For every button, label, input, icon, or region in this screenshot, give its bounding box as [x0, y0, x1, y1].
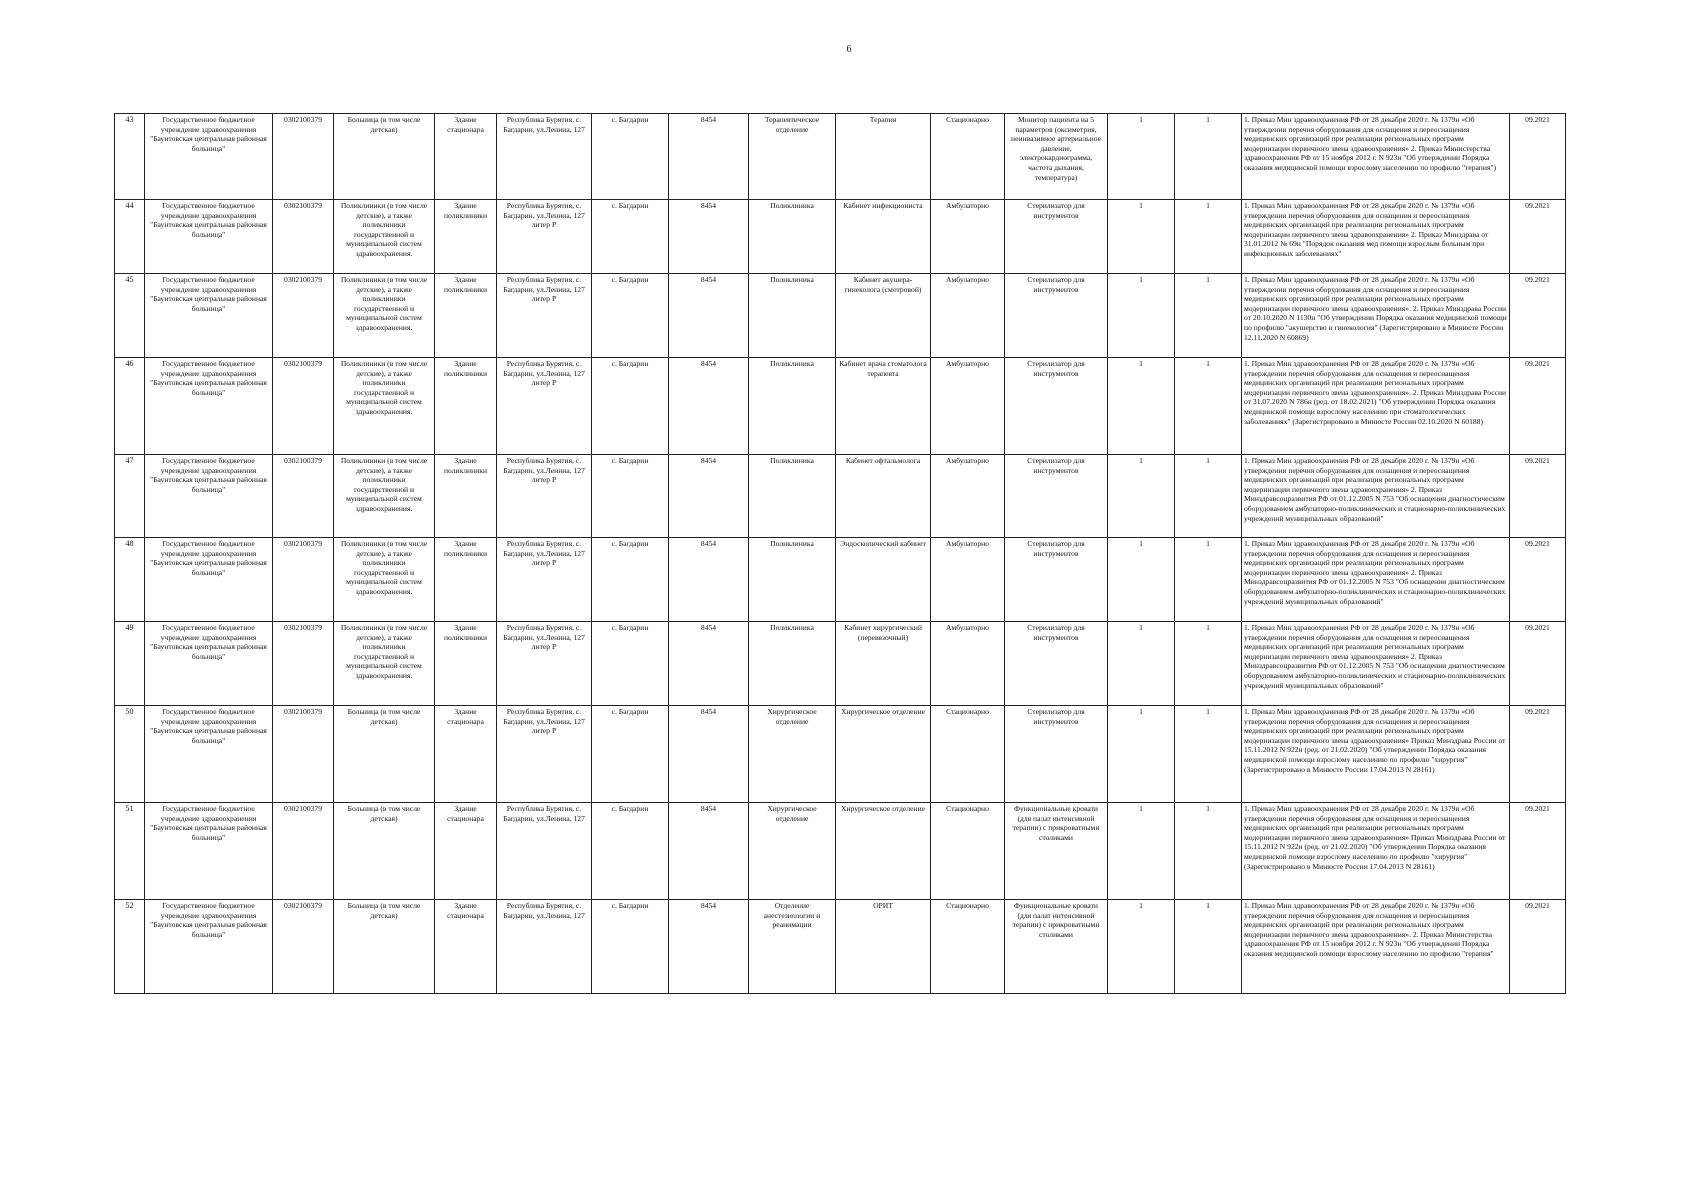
cell-equipment: Стерилизатор для инструментов	[1005, 622, 1108, 706]
cell-num: 46	[115, 358, 145, 455]
cell-date: 09.2021	[1510, 455, 1566, 538]
cell-qty2: 1	[1175, 622, 1242, 706]
table-row	[115, 358, 1566, 455]
cell-locality: с. Багдарин	[592, 900, 669, 994]
cell-index: 8454	[669, 455, 749, 538]
cell-equipment: Стерилизатор для инструментов	[1005, 538, 1108, 622]
cell-department: Отделение анестезиологии и реанимации	[749, 900, 836, 994]
cell-code: 0302100379	[273, 358, 334, 455]
cell-qty2: 1	[1175, 455, 1242, 538]
table-row	[115, 803, 1566, 900]
cell-unit: Терапия	[836, 114, 931, 200]
cell-locality: с. Багдарин	[592, 455, 669, 538]
cell-basis: 1. Приказ Мин здравоохранения РФ от 28 декабря 2020 г. № 1379н «Об утверждении перечня оборудования для оснащения и переоснащения медицинских организаций при реализации региональных программ модернизации первичного звена здравоохранения» 2. Приказ Минздрава от 31.01.2012 № 69н "Порядок оказания мед помощи взрослым больным при инфекционных заболеваниях"	[1242, 200, 1510, 274]
table-row	[115, 114, 1566, 200]
cell-locality: с. Багдарин	[592, 114, 669, 200]
cell-address: Республика Бурятия, с. Багдарин, ул.Ленина, 127 литер Р	[497, 274, 592, 358]
cell-address: Республика Бурятия, с. Багдарин, ул.Ленина, 127 литер Р	[497, 706, 592, 803]
cell-date: 09.2021	[1510, 200, 1566, 274]
cell-department: Поликлиника	[749, 538, 836, 622]
cell-type: Больница (в том числе детская)	[334, 803, 435, 900]
cell-code: 0302100379	[273, 114, 334, 200]
cell-address: Республика Бурятия, с. Багдарин, ул.Ленина, 127 литер Р	[497, 358, 592, 455]
cell-date: 09.2021	[1510, 803, 1566, 900]
cell-num: 43	[115, 114, 145, 200]
cell-building: Здание поликлиники	[435, 200, 497, 274]
cell-equipment: Стерилизатор для инструментов	[1005, 358, 1108, 455]
cell-unit: Эндоскопический кабинет	[836, 538, 931, 622]
cell-type: Поликлиники (в том числе детские), а также поликлиники государственной и муниципальной систем здравоохранения.	[334, 358, 435, 455]
cell-code: 0302100379	[273, 622, 334, 706]
cell-mode: Стационарно	[931, 803, 1005, 900]
cell-type: Поликлиники (в том числе детские), а также поликлиники государственной и муниципальной систем здравоохранения.	[334, 274, 435, 358]
cell-mode: Амбулаторно	[931, 622, 1005, 706]
cell-locality: с. Багдарин	[592, 274, 669, 358]
cell-department: Поликлиника	[749, 455, 836, 538]
table-row	[115, 900, 1566, 994]
cell-org: Государственное бюджетное учреждение здравоохранения "Баунтовская центральная районная больница"	[145, 274, 273, 358]
cell-org: Государственное бюджетное учреждение здравоохранения "Баунтовская центральная районная больница"	[145, 358, 273, 455]
cell-address: Республика Бурятия, с. Багдарин, ул.Ленина, 127	[497, 803, 592, 900]
cell-unit: Кабинет акушера-гинеколога (смотровой)	[836, 274, 931, 358]
cell-basis: 1. Приказ Мин здравоохранения РФ от 28 декабря 2020 г. № 1379н «Об утверждении перечня оборудования для оснащения и переоснащения медицинских организаций при реализации региональных программ модернизации первичного звена здравоохранения». 2. Приказ Минздрава России от 20.10.2020 N 1130н "Об утверждении Порядка оказания медицинской помощи по профилю "акушерство и гинекология" (Зарегистрировано в Минюсте России 12.11.2020 N 60869)	[1242, 274, 1510, 358]
cell-building: Здание стационара	[435, 114, 497, 200]
cell-date: 09.2021	[1510, 538, 1566, 622]
cell-qty1: 1	[1108, 274, 1175, 358]
cell-qty2: 1	[1175, 200, 1242, 274]
cell-unit: Хирургическое отделение	[836, 803, 931, 900]
cell-qty2: 1	[1175, 114, 1242, 200]
cell-code: 0302100379	[273, 706, 334, 803]
cell-mode: Амбулаторно	[931, 200, 1005, 274]
cell-org: Государственное бюджетное учреждение здравоохранения "Баунтовская центральная районная больница"	[145, 706, 273, 803]
cell-locality: с. Багдарин	[592, 358, 669, 455]
table-row	[115, 622, 1566, 706]
cell-locality: с. Багдарин	[592, 200, 669, 274]
cell-index: 8454	[669, 900, 749, 994]
cell-org: Государственное бюджетное учреждение здравоохранения "Баунтовская центральная районная больница"	[145, 455, 273, 538]
cell-type: Поликлиники (в том числе детские), а также поликлиники государственной и муниципальной систем здравоохранения.	[334, 622, 435, 706]
cell-unit: Кабинет офтальмолога	[836, 455, 931, 538]
cell-mode: Амбулаторно	[931, 274, 1005, 358]
cell-basis: 1. Приказ Мин здравоохранения РФ от 28 декабря 2020 г. № 1379н «Об утверждении перечня оборудования для оснащения и переоснащения медицинских организаций при реализации региональных программ модернизации первичного звена здравоохранения» Приказ Минздрава России от 15.11.2012 N 922н (ред. от 21.02.2020) "Об утверждении Порядка оказания медицинской помощи взрослому населению по профилю "хирургия" (Зарегистрировано в Минюсте России 17.04.2013 N 28161)	[1242, 706, 1510, 803]
cell-qty2: 1	[1175, 274, 1242, 358]
cell-index: 8454	[669, 538, 749, 622]
cell-building: Здание стационара	[435, 900, 497, 994]
cell-mode: Амбулаторно	[931, 358, 1005, 455]
cell-basis: 1. Приказ Мин здравоохранения РФ от 28 декабря 2020 г. № 1379н «Об утверждении перечня оборудования для оснащения и переоснащения медицинских организаций при реализации региональных программ модернизации первичного звена здравоохранения» Приказ Минздрава России от 15.11.2012 N 922н (ред. от 21.02.2020) "Об утверждении Порядка оказания медицинской помощи взрослому населению по профилю "хирургия" (Зарегистрировано в Минюсте России 17.04.2013 N 28161)	[1242, 803, 1510, 900]
cell-building: Здание стационара	[435, 706, 497, 803]
cell-mode: Амбулаторно	[931, 538, 1005, 622]
cell-type: Поликлиники (в том числе детские), а также поликлиники государственной и муниципальной систем здравоохранения.	[334, 200, 435, 274]
cell-date: 09.2021	[1510, 706, 1566, 803]
cell-qty1: 1	[1108, 114, 1175, 200]
cell-org: Государственное бюджетное учреждение здравоохранения "Баунтовская центральная районная больница"	[145, 900, 273, 994]
cell-basis: 1. Приказ Мин здравоохранения РФ от 28 декабря 2020 г. № 1379н «Об утверждении перечня оборудования для оснащения и переоснащения медицинских организаций при реализации региональных программ модернизации первичного звена здравоохранения» 2. Приказ Минздравсоцразвития РФ от 01.12.2005 N 753 "Об оснащении диагностическим оборудованием амбулаторно-поликлинических и стационарно-поликлинических учреждений муниципальных образований"	[1242, 622, 1510, 706]
cell-department: Поликлиника	[749, 358, 836, 455]
cell-index: 8454	[669, 803, 749, 900]
page-number: 6	[846, 44, 852, 55]
cell-org: Государственное бюджетное учреждение здравоохранения "Баунтовская центральная районная больница"	[145, 114, 273, 200]
cell-index: 8454	[669, 114, 749, 200]
cell-building: Здание поликлиники	[435, 455, 497, 538]
cell-org: Государственное бюджетное учреждение здравоохранения "Баунтовская центральная районная больница"	[145, 803, 273, 900]
cell-department: Поликлиника	[749, 622, 836, 706]
cell-org: Государственное бюджетное учреждение здравоохранения "Баунтовская центральная районная больница"	[145, 622, 273, 706]
cell-num: 52	[115, 900, 145, 994]
cell-code: 0302100379	[273, 803, 334, 900]
table-row	[115, 706, 1566, 803]
cell-equipment: Стерилизатор для инструментов	[1005, 455, 1108, 538]
cell-building: Здание поликлиники	[435, 622, 497, 706]
cell-unit: Кабинет инфекциониста	[836, 200, 931, 274]
cell-department: Поликлиника	[749, 200, 836, 274]
cell-type: Поликлиники (в том числе детские), а также поликлиники государственной и муниципальной систем здравоохранения.	[334, 538, 435, 622]
cell-date: 09.2021	[1510, 900, 1566, 994]
table-body	[115, 114, 1566, 994]
cell-date: 09.2021	[1510, 114, 1566, 200]
cell-equipment: Стерилизатор для инструментов	[1005, 200, 1108, 274]
table-row	[115, 455, 1566, 538]
cell-qty2: 1	[1175, 706, 1242, 803]
cell-index: 8454	[669, 274, 749, 358]
cell-index: 8454	[669, 200, 749, 274]
cell-qty1: 1	[1108, 455, 1175, 538]
cell-department: Терапевтическое отделение	[749, 114, 836, 200]
cell-equipment: Монитор пациента на 5 параметров (оксиметрия, неинвазивное артериальное давление, электрокардиограмма, частота дыхания, температура)	[1005, 114, 1108, 200]
table-row	[115, 274, 1566, 358]
cell-num: 51	[115, 803, 145, 900]
cell-unit: Хирургическое отделение	[836, 706, 931, 803]
cell-qty1: 1	[1108, 900, 1175, 994]
cell-num: 45	[115, 274, 145, 358]
cell-org: Государственное бюджетное учреждение здравоохранения "Баунтовская центральная районная больница"	[145, 538, 273, 622]
cell-department: Хирургическое отделение	[749, 706, 836, 803]
cell-address: Республика Бурятия, с. Багдарин, ул.Ленина, 127	[497, 114, 592, 200]
cell-date: 09.2021	[1510, 622, 1566, 706]
cell-basis: 1. Приказ Мин здравоохранения РФ от 28 декабря 2020 г. № 1379н «Об утверждении перечня оборудования для оснащения и переоснащения медицинских организаций при реализации региональных программ модернизации первичного звена здравоохранения» 2. Приказ Минздравсоцразвития РФ от 01.12.2005 N 753 "Об оснащении диагностическим оборудованием амбулаторно-поликлинических и стационарно-поликлинических учреждений муниципальных образований"	[1242, 538, 1510, 622]
cell-equipment: Стерилизатор для инструментов	[1005, 706, 1108, 803]
cell-code: 0302100379	[273, 455, 334, 538]
cell-date: 09.2021	[1510, 358, 1566, 455]
cell-num: 49	[115, 622, 145, 706]
cell-index: 8454	[669, 358, 749, 455]
cell-type: Поликлиники (в том числе детские), а также поликлиники государственной и муниципальной систем здравоохранения.	[334, 455, 435, 538]
cell-unit: ОРИТ	[836, 900, 931, 994]
cell-num: 47	[115, 455, 145, 538]
equipment-table	[114, 113, 1566, 994]
cell-address: Республика Бурятия, с. Багдарин, ул.Ленина, 127 литер Р	[497, 622, 592, 706]
cell-type: Больница (в том числе детская)	[334, 706, 435, 803]
cell-mode: Стационарно	[931, 706, 1005, 803]
cell-locality: с. Багдарин	[592, 706, 669, 803]
cell-department: Поликлиника	[749, 274, 836, 358]
cell-unit: Кабинет врача стоматолога терапевта	[836, 358, 931, 455]
cell-qty1: 1	[1108, 622, 1175, 706]
cell-equipment: Стерилизатор для инструментов	[1005, 274, 1108, 358]
cell-mode: Стационарно	[931, 114, 1005, 200]
table-row	[115, 538, 1566, 622]
cell-locality: с. Багдарин	[592, 538, 669, 622]
cell-num: 44	[115, 200, 145, 274]
cell-basis: 1. Приказ Мин здравоохранения РФ от 28 декабря 2020 г. № 1379н «Об утверждении перечня оборудования для оснащения и переоснащения медицинских организаций при реализации региональных программ модернизации первичного звена здравоохранения». 2. Приказ Минздрава России от 31.07.2020 N 786н (ред. от 18.02.2021) "Об утверждении Порядка оказания медицинской помощи взрослому населению при стоматологических заболеваниях" (Зарегистрировано в Минюсте России 02.10.2020 N 60188)	[1242, 358, 1510, 455]
cell-code: 0302100379	[273, 200, 334, 274]
cell-qty1: 1	[1108, 538, 1175, 622]
cell-num: 48	[115, 538, 145, 622]
cell-type: Больница (в том числе детская)	[334, 900, 435, 994]
cell-code: 0302100379	[273, 274, 334, 358]
cell-qty1: 1	[1108, 358, 1175, 455]
cell-org: Государственное бюджетное учреждение здравоохранения "Баунтовская центральная районная больница"	[145, 200, 273, 274]
cell-mode: Стационарно	[931, 900, 1005, 994]
cell-mode: Амбулаторно	[931, 455, 1005, 538]
cell-locality: с. Багдарин	[592, 622, 669, 706]
cell-basis: 1. Приказ Мин здравоохранения РФ от 28 декабря 2020 г. № 1379н «Об утверждении перечня оборудования для оснащения и переоснащения медицинских организаций при реализации региональных программ модернизации первичного звена здравоохранения» 2. Приказ Минздравсоцразвития РФ от 01.12.2005 N 753 "Об оснащении диагностическим оборудованием амбулаторно-поликлинических и стационарно-поликлинических учреждений муниципальных образований"	[1242, 455, 1510, 538]
cell-locality: с. Багдарин	[592, 803, 669, 900]
cell-building: Здание стационара	[435, 803, 497, 900]
cell-qty2: 1	[1175, 900, 1242, 994]
cell-index: 8454	[669, 706, 749, 803]
cell-address: Республика Бурятия, с. Багдарин, ул.Ленина, 127 литер Р	[497, 538, 592, 622]
cell-num: 50	[115, 706, 145, 803]
cell-index: 8454	[669, 622, 749, 706]
cell-qty1: 1	[1108, 803, 1175, 900]
cell-qty2: 1	[1175, 358, 1242, 455]
cell-address: Республика Бурятия, с. Багдарин, ул.Ленина, 127	[497, 900, 592, 994]
cell-qty2: 1	[1175, 803, 1242, 900]
cell-qty1: 1	[1108, 200, 1175, 274]
cell-type: Больница (в том числе детская)	[334, 114, 435, 200]
cell-building: Здание поликлиники	[435, 538, 497, 622]
cell-code: 0302100379	[273, 538, 334, 622]
cell-qty2: 1	[1175, 538, 1242, 622]
cell-basis: 1. Приказ Мин здравоохранения РФ от 28 декабря 2020 г. № 1379н «Об утверждении перечня оборудования для оснащения и переоснащения медицинских организаций при реализации региональных программ модернизации первичного звена здравоохранения» 2. Приказ Министерства здравоохранения РФ от 15 ноября 2012 г. N 923н "Об утверждении Порядка оказания медицинской помощи взрослому населению по профилю "терапия")	[1242, 114, 1510, 200]
cell-basis: 1. Приказ Мин здравоохранения РФ от 28 декабря 2020 г. № 1379н «Об утверждении перечня оборудования для оснащения и переоснащения медицинских организаций при реализации региональных программ модернизации первичного звена здравоохранения». 2. Приказ Министерства здравоохранения РФ от 15 ноября 2012 г. N 923н "Об утверждении Порядка оказания медицинской помощи взрослому населению по профилю "терапия"	[1242, 900, 1510, 994]
cell-code: 0302100379	[273, 900, 334, 994]
cell-equipment: Функциональные кровати (для палат интенсивной терапии) с прикроватными столиками	[1005, 803, 1108, 900]
cell-building: Здание поликлиники	[435, 358, 497, 455]
cell-building: Здание поликлиники	[435, 274, 497, 358]
cell-address: Республика Бурятия, с. Багдарин, ул.Ленина, 127 литер Р	[497, 455, 592, 538]
cell-unit: Кабинет хирургический (перевязочный)	[836, 622, 931, 706]
cell-department: Хирургическое отделение	[749, 803, 836, 900]
cell-date: 09.2021	[1510, 274, 1566, 358]
table-row	[115, 200, 1566, 274]
cell-equipment: Функциональные кровати (для палат интенсивной терапии) с прикроватными столиками	[1005, 900, 1108, 994]
cell-address: Республика Бурятия, с. Багдарин, ул.Ленина, 127 литер Р	[497, 200, 592, 274]
cell-qty1: 1	[1108, 706, 1175, 803]
